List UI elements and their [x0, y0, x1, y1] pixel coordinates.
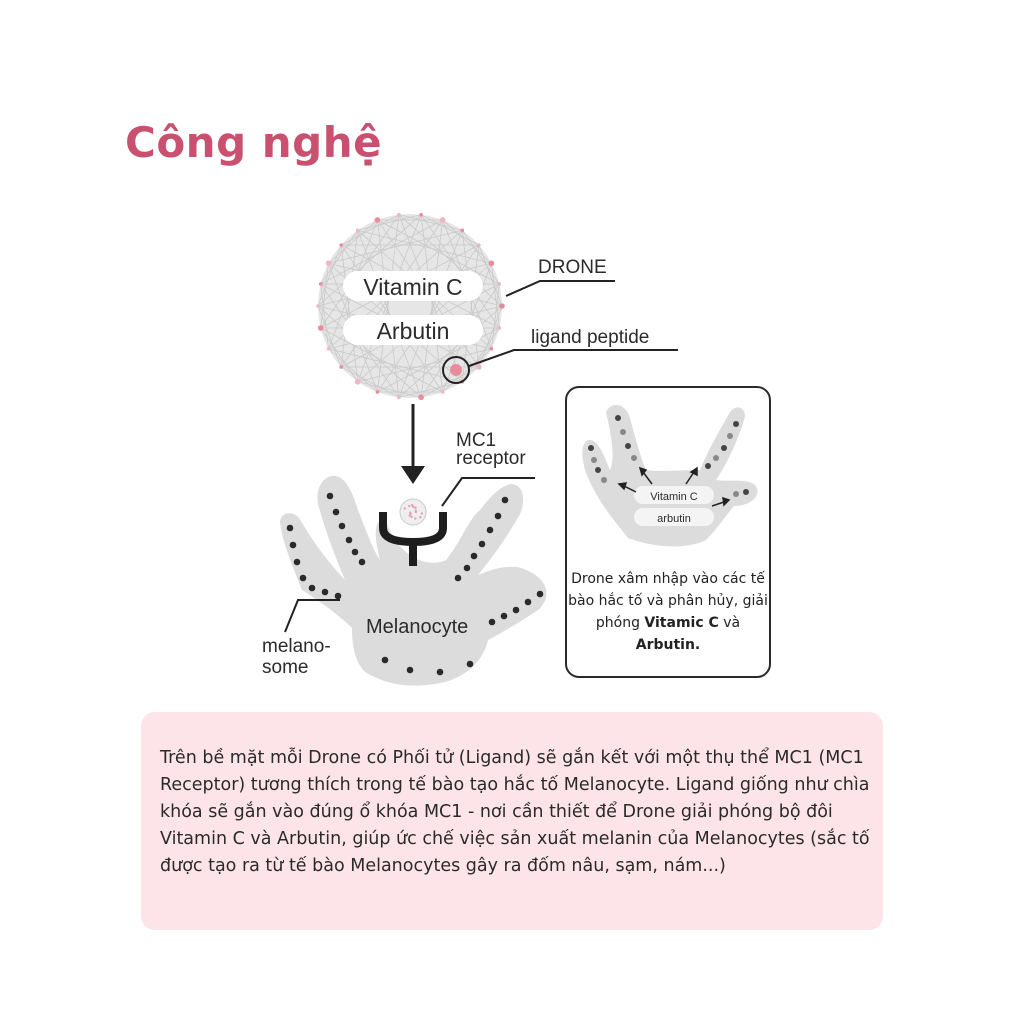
- mesh-node: [498, 326, 502, 330]
- melanosome-dot: [513, 607, 520, 614]
- melanosome-dot: [294, 559, 301, 566]
- vitamin-c-label: Vitamin C: [363, 274, 463, 300]
- docked-drone-speckle: [421, 512, 423, 514]
- melanosome-dot: [525, 599, 532, 606]
- docked-drone-speckle: [408, 505, 410, 507]
- melanosome-dot: [335, 593, 342, 600]
- mesh-node: [499, 303, 505, 309]
- melanosome-dot: [479, 541, 486, 548]
- mesh-node: [476, 364, 482, 370]
- docked-drone-speckle: [409, 513, 411, 515]
- mesh-node: [375, 217, 381, 223]
- mesh-node: [419, 213, 423, 217]
- melanocyte-label: Melanocyte: [366, 616, 469, 638]
- docked-drone-icon: [400, 499, 426, 525]
- docked-drone-speckle: [414, 506, 416, 508]
- mc1-receptor-stem: [409, 540, 417, 566]
- melanosome-dot: [300, 575, 307, 582]
- mesh-node: [319, 282, 323, 286]
- mesh-node: [318, 325, 324, 331]
- docked-drone-speckle: [410, 516, 412, 518]
- down-arrow-head: [401, 466, 425, 484]
- melanosome-dot: [359, 559, 366, 566]
- inset-caption-and: và: [723, 615, 741, 631]
- melanosome-dot: [502, 497, 509, 504]
- docked-drone-speckle: [412, 506, 414, 508]
- melanosome-dot: [352, 549, 359, 556]
- mesh-node: [440, 217, 446, 223]
- mesh-node: [376, 390, 380, 394]
- melanosome-dot: [501, 613, 508, 620]
- mesh-node: [316, 304, 320, 308]
- melanosome-dot: [290, 542, 297, 549]
- melanosome-dot: [346, 537, 353, 544]
- docked-drone-speckle: [415, 509, 417, 511]
- mesh-node: [441, 390, 445, 394]
- inset-caption-arbutin: Arbutin.: [635, 637, 701, 653]
- mesh-node: [418, 395, 424, 401]
- melanosome-dot: [471, 553, 478, 560]
- docked-drone-speckle: [414, 517, 416, 519]
- ligand-leader-line: [469, 350, 678, 366]
- melanosome-dot: [382, 657, 389, 664]
- drone-sphere: [316, 213, 505, 400]
- drone-leader-line: [506, 281, 615, 296]
- melanosome-dot: [322, 589, 329, 596]
- ligand-peptide-label: ligand peptide: [531, 327, 650, 348]
- arbutin-label: Arbutin: [376, 318, 450, 344]
- docked-drone-speckle: [403, 507, 405, 509]
- inset-caption-vitamin: Vitamic C: [644, 615, 719, 631]
- melanosome-dot: [407, 667, 414, 674]
- melanosome-dot: [455, 575, 462, 582]
- melanosome-dot: [537, 591, 544, 598]
- mesh-node: [477, 243, 481, 247]
- mesh-node: [490, 347, 494, 351]
- melanosome-label-line2: some: [262, 657, 309, 678]
- mesh-node: [397, 213, 401, 217]
- mesh-node: [355, 379, 361, 385]
- mesh-node: [326, 260, 332, 266]
- melanosome-dot: [489, 619, 496, 626]
- melanosome-dot: [339, 523, 346, 530]
- melanosome-dot: [487, 527, 494, 534]
- melanosome-dot: [495, 513, 502, 520]
- mesh-node: [327, 347, 331, 351]
- mesh-node: [489, 260, 495, 266]
- inset-caption-text: Drone xâm nhập vào các tế bào hắc tố và phân hủy, giải phóng: [568, 571, 768, 631]
- inset-caption: [568, 568, 768, 656]
- melanosome-dot: [327, 493, 334, 500]
- description-text: Trên bề mặt mỗi Drone có Phối tử (Ligand) sẽ gắn kết với một thụ thể MC1 (MC1 Receptor) tương thích trong tế bào tạo hắc tố Melanocyte. Ligand giống như chìa khóa sẽ gắn vào đúng ổ khóa MC1 - nơi cần thiết để Drone giải phóng bộ đôi Vitamin C và Arbutin, giúp ức chế việc sản xuất melanin của Melanocytes (sắc tố được tạo ra từ tế bào Melanocytes gây ra đốm nâu, sạm, nám...): [160, 748, 870, 876]
- mesh-node: [498, 282, 502, 286]
- mesh-node: [339, 243, 343, 247]
- mesh-node: [397, 396, 401, 400]
- ligand-peptide-dot: [450, 364, 462, 376]
- mesh-node: [356, 228, 360, 232]
- mesh-node: [339, 365, 343, 369]
- mc1-label-line1: MC1: [456, 430, 497, 451]
- melanosome-dot: [333, 509, 340, 516]
- melanosome-dot: [437, 669, 444, 676]
- docked-drone-speckle: [419, 516, 421, 518]
- melanosome-dot: [467, 661, 474, 668]
- melanosome-dot: [309, 585, 316, 592]
- inset-vitamin-label: Vitamin C: [650, 491, 698, 503]
- page-title: Công nghệ: [125, 118, 383, 167]
- drone-label: DRONE: [538, 257, 607, 278]
- mc1-label-line2: receptor: [456, 448, 526, 469]
- melanosome-dot: [287, 525, 294, 532]
- melanosome-dot: [464, 565, 471, 572]
- melanosome-label-line1: melano-: [262, 636, 331, 657]
- inset-arbutin-label: arbutin: [657, 513, 691, 525]
- mesh-node: [460, 228, 464, 232]
